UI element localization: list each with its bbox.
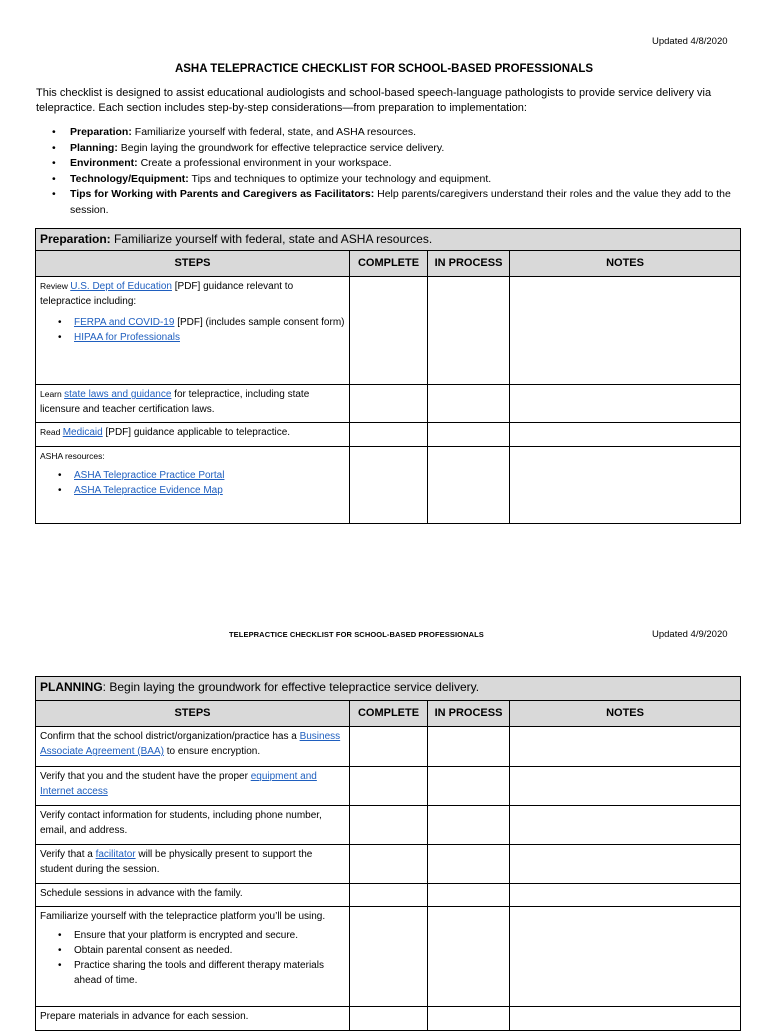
step-cell: Review U.S. Dept of Education [PDF] guidance relevant to telepractice including: • FERPA and COVID-19 [PDF] (includes sample consent form) • HIPAA for Professionals [36,277,350,385]
link-ferpa-covid[interactable]: FERPA and COVID-19 [74,317,175,328]
step-cell: Read Medicaid [PDF] guidance applicable to telepractice. [36,423,350,447]
link-medicaid[interactable]: Medicaid [62,427,103,438]
col-steps: STEPS [36,701,350,727]
col-in-process: IN PROCESS [428,701,510,727]
link-facilitator[interactable]: facilitator [95,849,136,860]
step-cell: Verify that you and the student have the proper equipment and Internet access [36,767,350,806]
list-item: • Technology/Equipment: Tips and techniques to optimize your technology and equipment. [52,172,732,188]
in-process-cell[interactable] [428,423,510,447]
table-row [36,727,741,767]
complete-cell[interactable] [350,806,428,845]
table-row [36,884,741,907]
step-cell: ASHA resources: • ASHA Telepractice Practice Portal • ASHA Telepractice Evidence Map [36,447,350,524]
notes-cell[interactable] [510,423,741,447]
table-row [36,806,741,845]
complete-cell[interactable] [350,727,428,767]
col-steps: STEPS [36,251,350,277]
link-evidence-map[interactable]: ASHA Telepractice Evidence Map [74,485,223,496]
step-cell: Verify contact information for students, including phone number, email, and address. [36,806,350,845]
link-practice-portal[interactable]: ASHA Telepractice Practice Portal [74,470,225,481]
step-cell: Schedule sessions in advance with the family. [36,884,350,907]
complete-cell[interactable] [350,884,428,907]
intro-paragraph: This checklist is designed to assist educational audiologists and school-based speech-language pathologists to provide service delivery via telepractice. Each section includes step-by-step considerations—from preparation to implementation: [36,87,712,114]
complete-cell[interactable] [350,447,428,524]
notes-cell[interactable] [510,845,741,884]
link-state-laws[interactable]: state laws and guidance [64,389,172,400]
notes-cell[interactable] [510,806,741,845]
in-process-cell[interactable] [428,767,510,806]
step-cell: Learn state laws and guidance for telepractice, including state licensure and teacher certification laws. [36,385,350,423]
running-header: TELEPRACTICE CHECKLIST FOR SCHOOL-BASED PROFESSIONALS [229,630,484,639]
in-process-cell[interactable] [428,884,510,907]
table-row [36,1007,741,1031]
list-item: • Preparation: Familiarize yourself with federal, state, and ASHA resources. [52,125,732,141]
step-cell: Verify that a facilitator will be physically present to support the student during the session. [36,845,350,884]
notes-cell[interactable] [510,884,741,907]
complete-cell[interactable] [350,1007,428,1031]
in-process-cell[interactable] [428,447,510,524]
table-row [36,277,741,385]
preparation-table [35,228,741,524]
in-process-cell[interactable] [428,385,510,423]
section-summary-list [52,125,732,218]
in-process-cell[interactable] [428,277,510,385]
list-item: • Planning: Begin laying the groundwork for effective telepractice service delivery. [52,141,732,157]
step-cell: Prepare materials in advance for each session. [36,1007,350,1031]
preparation-banner: Preparation: Familiarize yourself with federal, state and ASHA resources. [36,229,741,251]
complete-cell[interactable] [350,767,428,806]
in-process-cell[interactable] [428,1007,510,1031]
planning-banner: PLANNING: Begin laying the groundwork for effective telepractice service delivery. [36,677,741,701]
page-title: ASHA TELEPRACTICE CHECKLIST FOR SCHOOL-BASED PROFESSIONALS [174,63,594,75]
notes-cell[interactable] [510,277,741,385]
col-complete: COMPLETE [350,251,428,277]
step-cell: Confirm that the school district/organization/practice has a Business Associate Agreement (BAA) to ensure encryption. [36,727,350,767]
table-row [36,907,741,1007]
notes-cell[interactable] [510,727,741,767]
complete-cell[interactable] [350,907,428,1007]
link-equipment-internet[interactable]: equipment and Internet access [40,771,317,797]
notes-cell[interactable] [510,385,741,423]
notes-cell[interactable] [510,1007,741,1031]
updated-date: Updated 4/8/2020 [652,36,728,47]
in-process-cell[interactable] [428,806,510,845]
table-row [36,447,741,524]
notes-cell[interactable] [510,447,741,524]
complete-cell[interactable] [350,277,428,385]
table-row [36,385,741,423]
table-row [36,767,741,806]
complete-cell[interactable] [350,385,428,423]
link-hipaa[interactable]: HIPAA for Professionals [74,332,180,343]
notes-cell[interactable] [510,767,741,806]
col-in-process: IN PROCESS [428,251,510,277]
notes-cell[interactable] [510,907,741,1007]
list-item: • Environment: Create a professional environment in your workspace. [52,156,732,172]
complete-cell[interactable] [350,845,428,884]
col-notes: NOTES [510,701,741,727]
list-item: • Tips for Working with Parents and Caregivers as Facilitators: Help parents/caregivers understand their roles and the value they add to the session. [52,187,732,218]
updated-date-2: Updated 4/9/2020 [652,629,728,640]
in-process-cell[interactable] [428,727,510,767]
complete-cell[interactable] [350,423,428,447]
in-process-cell[interactable] [428,845,510,884]
link-us-dept-education[interactable]: U.S. Dept of Education [70,281,172,292]
planning-table [35,676,741,1031]
col-complete: COMPLETE [350,701,428,727]
col-notes: NOTES [510,251,741,277]
step-cell: Familiarize yourself with the telepractice platform you’ll be using. • Ensure that your platform is encrypted and secure. • Obtain parental consent as needed. • Practice sharing the tools and different therapy materials ahead of time. [36,907,350,1007]
table-row [36,423,741,447]
in-process-cell[interactable] [428,907,510,1007]
link-baa[interactable]: Business Associate Agreement (BAA) [40,731,341,757]
table-row [36,845,741,884]
